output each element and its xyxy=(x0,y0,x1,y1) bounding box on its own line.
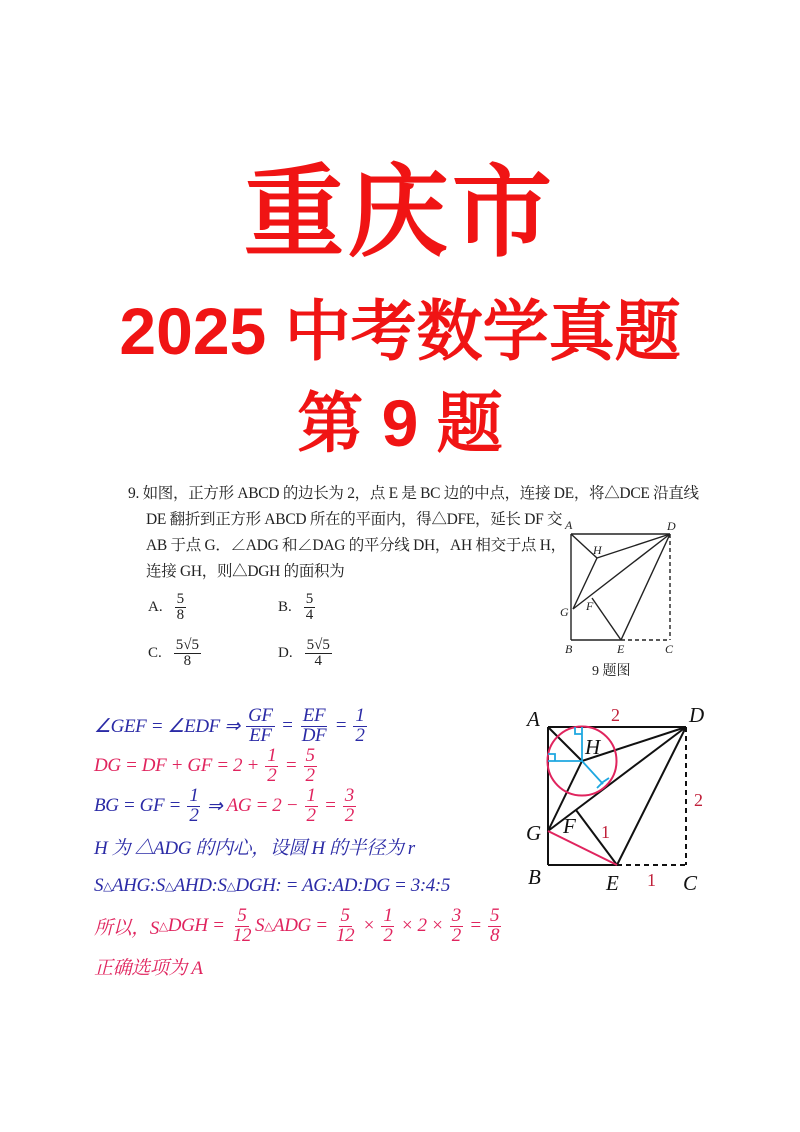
denominator: 12 xyxy=(232,924,252,946)
denominator: 2 xyxy=(355,724,365,746)
label-length-EC: 1 xyxy=(647,870,656,890)
text-segment: DGH: = AG:AD:DG = 3:4:5 xyxy=(235,875,450,896)
label-E: E xyxy=(606,871,619,895)
fraction xyxy=(305,787,318,824)
segment-FE xyxy=(576,810,617,865)
numerator: 5 xyxy=(176,591,185,607)
numerator: 1 xyxy=(267,745,277,767)
option-label: A. xyxy=(148,599,163,615)
label-length-EF: 1 xyxy=(601,822,610,842)
label-length-AD: 2 xyxy=(611,705,620,725)
numerator: 5 xyxy=(305,745,315,767)
denominator: 8 xyxy=(183,653,192,669)
text-segment: DGH = xyxy=(167,915,229,936)
segment-ED xyxy=(617,727,686,865)
solution-line xyxy=(94,786,503,826)
fraction xyxy=(353,707,366,744)
subscript: △ xyxy=(226,878,236,893)
solution-line xyxy=(94,826,503,866)
title-exam: 2025 中考数学真题 xyxy=(119,294,681,368)
denominator: EF xyxy=(249,724,272,746)
text-segment: AHD:S xyxy=(173,875,227,896)
label-C: C xyxy=(683,871,698,895)
label-D: D xyxy=(667,519,676,533)
denominator: 2 xyxy=(451,924,461,946)
text-segment: = xyxy=(319,795,341,816)
label-D: D xyxy=(689,703,705,727)
problem-line: 连接 GH，则△DGH 的面积为 xyxy=(146,563,345,580)
denominator: 2 xyxy=(383,924,393,946)
subscript: △ xyxy=(158,918,168,933)
numerator: 1 xyxy=(383,905,393,927)
text-segment: BG = GF = xyxy=(94,795,186,816)
text-segment: = xyxy=(280,755,302,776)
label-F: F xyxy=(563,814,576,838)
denominator: 4 xyxy=(305,607,314,623)
fraction xyxy=(450,907,463,944)
fraction xyxy=(488,907,501,944)
fraction xyxy=(334,907,356,944)
numerator: 3 xyxy=(451,905,461,927)
text-segment: ⇒ xyxy=(202,795,227,817)
solution-line xyxy=(94,946,503,986)
numerator: 3 xyxy=(344,785,354,807)
fraction xyxy=(246,707,275,744)
text-segment: 正确选项为 A xyxy=(94,957,203,979)
numerator: 5 xyxy=(305,591,314,607)
solution-line xyxy=(94,866,503,906)
option-label: B. xyxy=(278,599,292,615)
numerator: 1 xyxy=(306,785,316,807)
option-label: C. xyxy=(148,645,162,661)
text-segment: DG = DF + GF = 2 + xyxy=(94,755,264,776)
denominator: 2 xyxy=(306,804,316,826)
fraction xyxy=(300,707,329,744)
numerator: GF xyxy=(248,705,273,727)
option-label: D. xyxy=(278,645,293,661)
problem-line: DE 翻折到正方形 ABCD 所在的平面内，得△DFE，延长 DF 交 xyxy=(146,511,563,528)
numerator: EF xyxy=(302,705,326,727)
text-segment: ADG = xyxy=(273,915,332,936)
solution-line xyxy=(94,706,503,746)
denominator: 2 xyxy=(267,764,277,786)
numerator: 1 xyxy=(355,705,365,727)
fraction xyxy=(381,907,394,944)
text-segment: AHG:S xyxy=(111,875,165,896)
label-A: A xyxy=(565,518,573,532)
fraction xyxy=(187,787,200,824)
fraction xyxy=(304,747,317,784)
title-question: 第 9 题 xyxy=(297,386,503,460)
label-G: G xyxy=(526,821,542,845)
denominator: 2 xyxy=(305,764,315,786)
numerator: 5√5 xyxy=(306,637,330,653)
label-B: B xyxy=(565,642,573,656)
text-segment: = xyxy=(276,715,298,736)
text-segment: H 为 △ADG 的内心，设圆 H 的半径为 r xyxy=(94,837,415,859)
label-H: H xyxy=(593,543,602,557)
numerator: 5 xyxy=(237,905,247,927)
text-segment: = xyxy=(330,715,352,736)
denominator: 2 xyxy=(344,804,354,826)
label-A: A xyxy=(527,707,540,731)
label-length-DC: 2 xyxy=(694,790,703,810)
label-C: C xyxy=(665,642,674,656)
text-segment: S xyxy=(94,875,104,896)
subscript: △ xyxy=(264,918,273,933)
text-segment: AG = 2 − xyxy=(226,795,303,816)
fraction xyxy=(343,787,356,824)
label-B: B xyxy=(528,865,541,889)
label-G: G xyxy=(560,605,569,619)
text-segment: 所以，S xyxy=(94,917,159,939)
denominator: 12 xyxy=(335,924,355,946)
numerator: 5 xyxy=(340,905,350,927)
denominator: 8 xyxy=(176,607,185,623)
fraction xyxy=(231,907,253,944)
label-H: H xyxy=(585,735,601,759)
denominator: 2 xyxy=(189,804,199,826)
solution-line xyxy=(94,906,503,946)
text-segment: × xyxy=(358,915,380,936)
fraction xyxy=(265,747,278,784)
numerator: 5√5 xyxy=(175,637,199,653)
numerator: 1 xyxy=(189,785,199,807)
problem-line: AB 于点 G．∠ADG 和∠DAG 的平分线 DH，AH 相交于点 H， xyxy=(146,537,566,554)
solution xyxy=(94,706,503,986)
figure-caption: 9 题图 xyxy=(592,664,631,679)
label-F: F xyxy=(586,599,594,613)
title-city: 重庆市 xyxy=(244,157,556,269)
subscript: △ xyxy=(103,878,112,893)
problem-line: 9. 如图，正方形 ABCD 的边长为 2，点 E 是 BC 边的中点，连接 DE，将△DCE 沿直线 xyxy=(128,485,699,502)
denominator: DF xyxy=(301,724,327,746)
label-E: E xyxy=(617,642,625,656)
solution-line xyxy=(94,746,503,786)
text-segment: × 2 × xyxy=(396,915,448,936)
subscript: △ xyxy=(164,878,174,893)
text-segment: S xyxy=(255,915,265,936)
numerator: 5 xyxy=(490,905,500,927)
text-segment: = xyxy=(464,915,486,936)
denominator: 8 xyxy=(490,924,500,946)
denominator: 4 xyxy=(314,653,322,669)
text-segment: ∠GEF = ∠EDF ⇒ xyxy=(94,715,245,737)
